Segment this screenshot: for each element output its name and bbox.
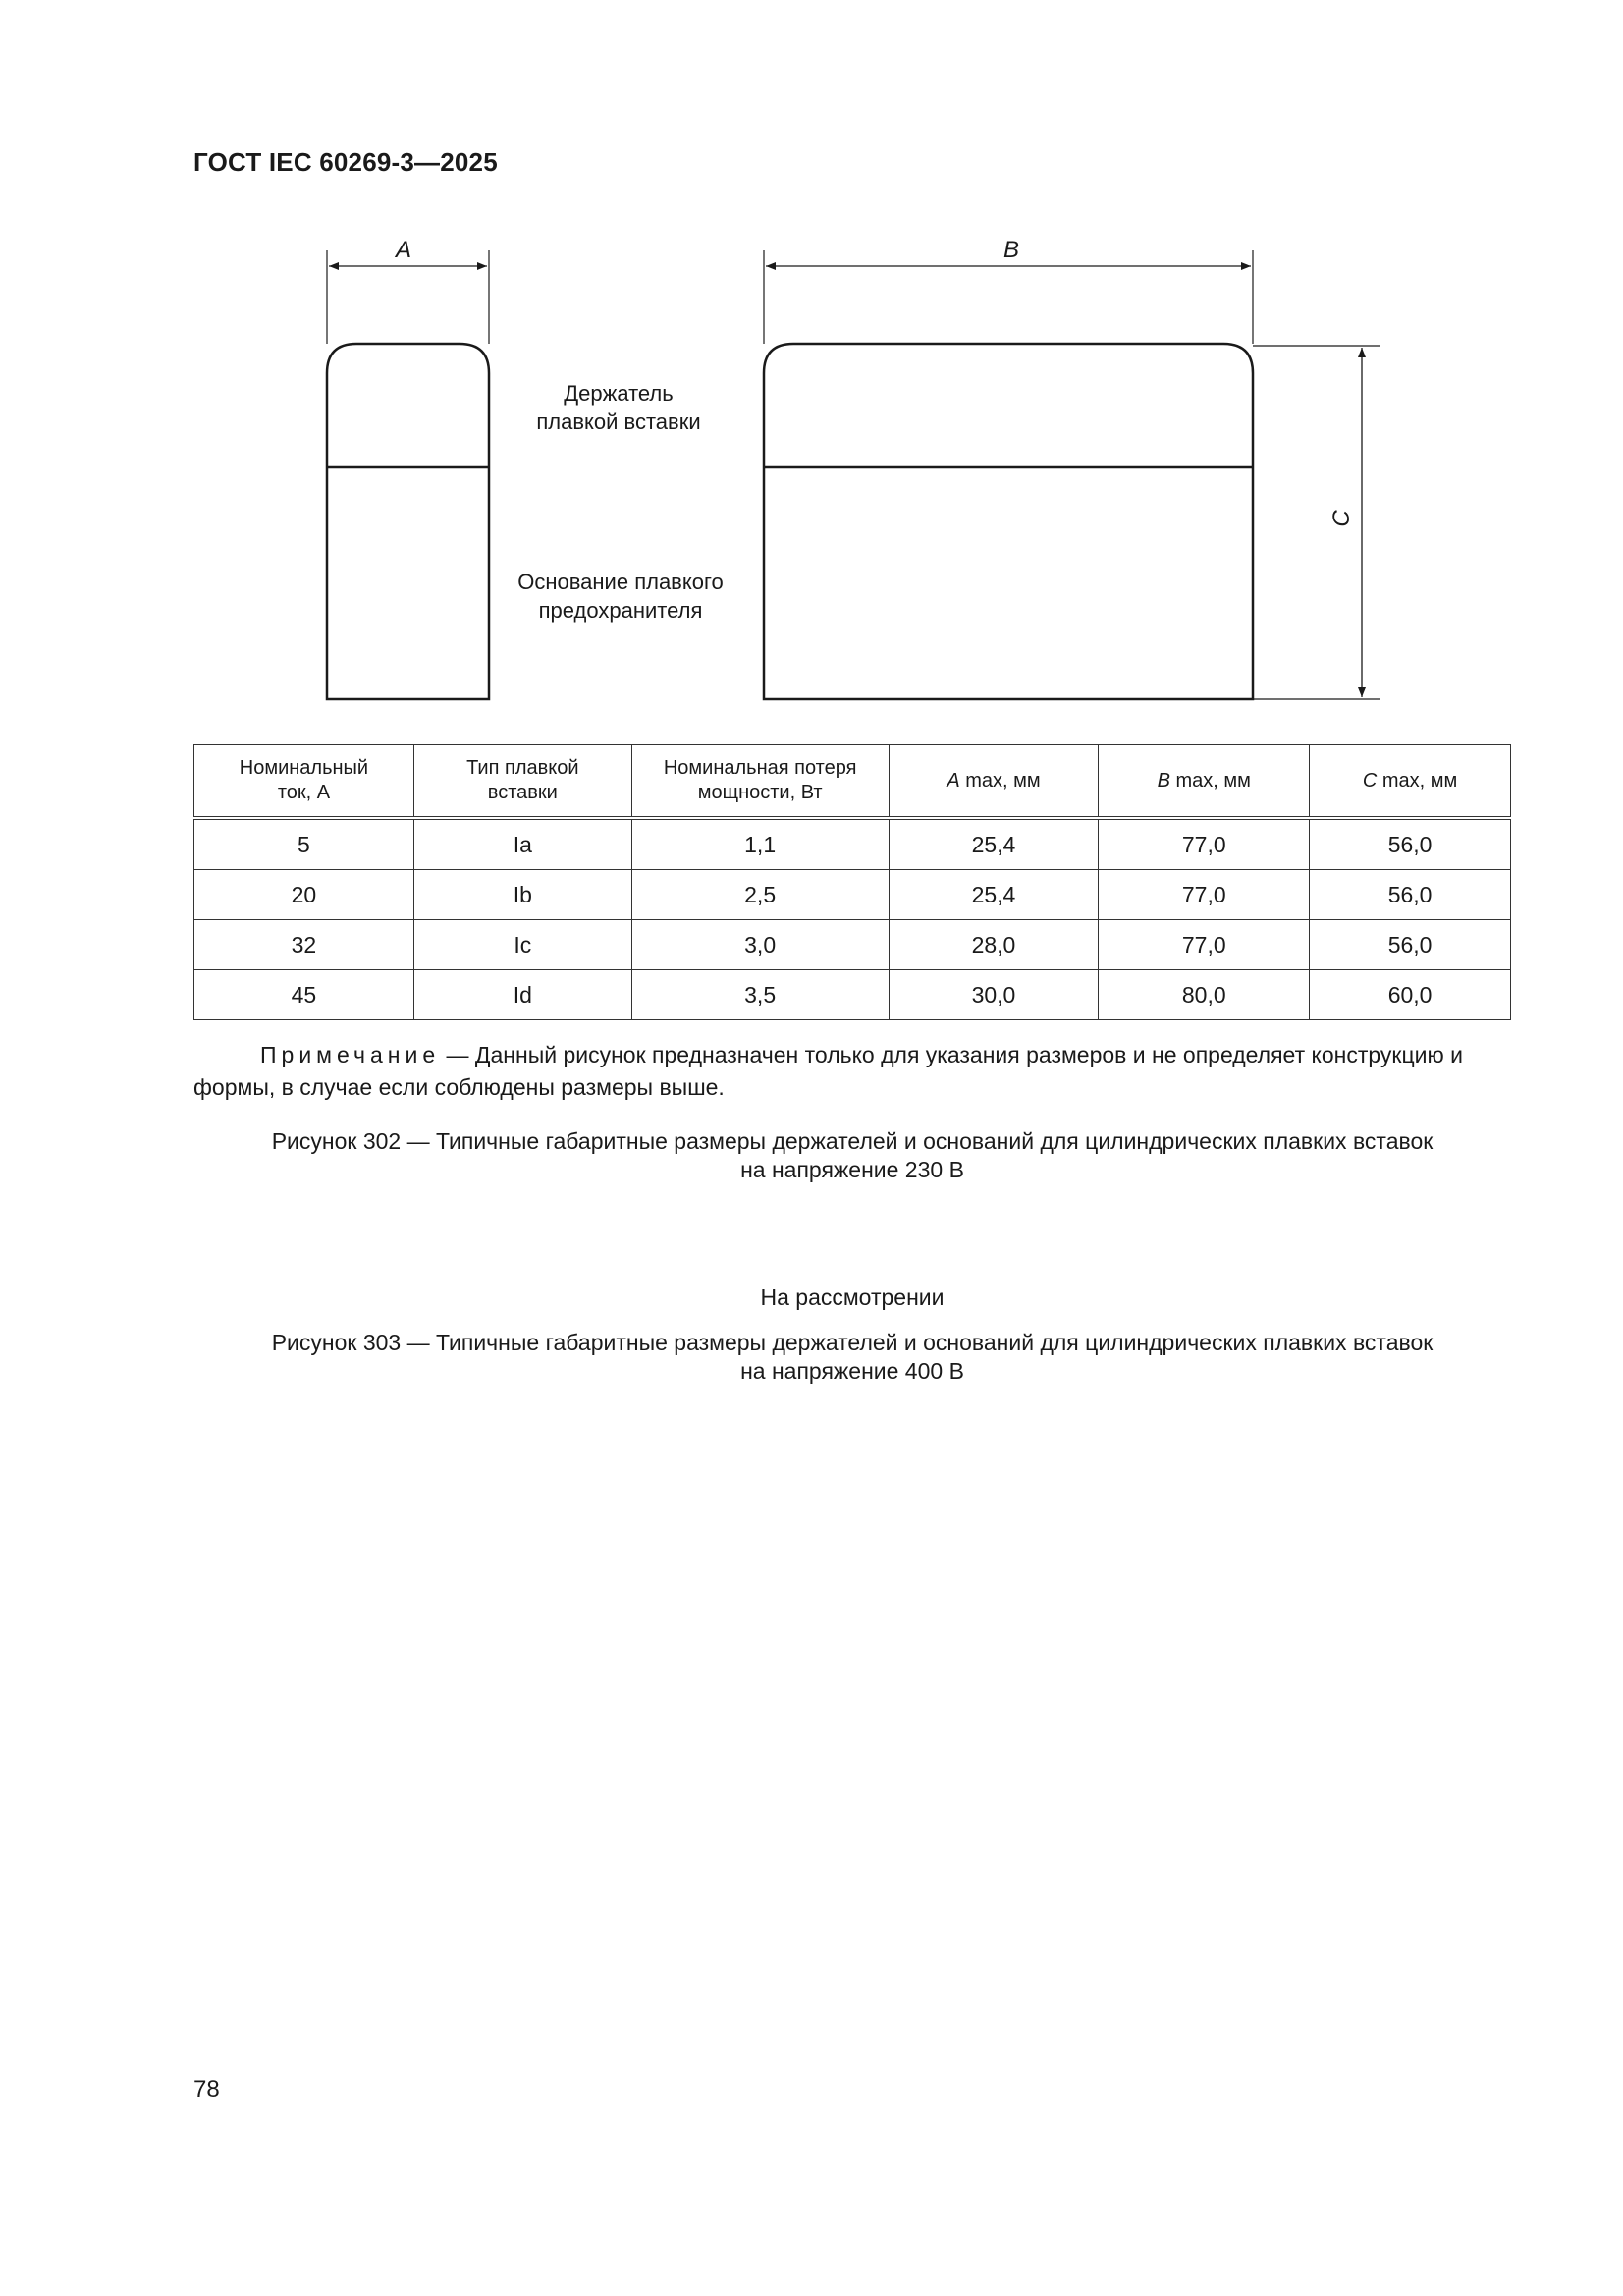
table-row	[194, 870, 1511, 920]
base-label-line1: Основание плавкого	[517, 570, 724, 594]
table-header-row	[194, 745, 1511, 819]
holder-label-line2: плавкой вставки	[536, 410, 701, 434]
caption-line: Рисунок 303 — Типичные габаритные размеры держателей и оснований для цилиндрических плавких вставок	[271, 1330, 1434, 1355]
table-cell: 1,1	[631, 818, 889, 870]
header-power-loss: Номинальная потеря мощности, Вт	[631, 745, 889, 819]
large-fuse-outline	[764, 344, 1253, 699]
table-cell: 77,0	[1099, 818, 1310, 870]
table-cell: 80,0	[1099, 970, 1310, 1020]
table-cell: 45	[194, 970, 414, 1020]
caption-line: на напряжение 400 В	[740, 1358, 964, 1384]
table-row	[194, 818, 1511, 870]
note-text: — Данный рисунок предназначен только для указания размеров и не определяет конструкцию и формы, в случае если соблюдены размеры выше.	[193, 1042, 1463, 1100]
table-row	[194, 970, 1511, 1020]
table-cell: 20	[194, 870, 414, 920]
page-number: 78	[193, 2076, 220, 2103]
table-cell: 56,0	[1310, 870, 1511, 920]
table-cell: 32	[194, 920, 414, 970]
table-cell: 77,0	[1099, 920, 1310, 970]
table-cell: 25,4	[889, 818, 1099, 870]
figure-303-caption	[193, 1329, 1511, 1386]
caption-line: Рисунок 302 — Типичные габаритные размеры держателей и оснований для цилиндрических плавких вставок	[271, 1128, 1434, 1154]
figure-303-status: На рассмотрении	[760, 1285, 945, 1310]
table-cell: 28,0	[889, 920, 1099, 970]
header-rated-current: Номинальный ток, А	[194, 745, 414, 819]
figure-302-caption	[193, 1127, 1511, 1184]
note-label: Примечание	[260, 1042, 441, 1067]
table-cell: 56,0	[1310, 818, 1511, 870]
fuse-dimensions-table	[193, 744, 1511, 1020]
base-label-line2: предохранителя	[538, 598, 703, 623]
header-fuse-link-type: Тип плавкой вставки	[413, 745, 631, 819]
table-cell: Ic	[413, 920, 631, 970]
table-cell: Id	[413, 970, 631, 1020]
header-a-max: A max, мм	[889, 745, 1099, 819]
small-fuse-outline	[327, 344, 489, 699]
table-cell: 2,5	[631, 870, 889, 920]
figure-note	[193, 1039, 1511, 1104]
table-cell: 25,4	[889, 870, 1099, 920]
caption-line: на напряжение 230 В	[740, 1157, 964, 1182]
figure-302-drawing	[0, 216, 1623, 727]
table-cell: 5	[194, 818, 414, 870]
table-cell: 56,0	[1310, 920, 1511, 970]
table-cell: 60,0	[1310, 970, 1511, 1020]
table-row	[194, 920, 1511, 970]
header-b-max: B max, мм	[1099, 745, 1310, 819]
table-cell: Ia	[413, 818, 631, 870]
header-c-max: C max, мм	[1310, 745, 1511, 819]
document-header: ГОСТ IEC 60269-3—2025	[193, 147, 498, 177]
table-cell: 3,5	[631, 970, 889, 1020]
table-cell: Ib	[413, 870, 631, 920]
table-cell: 30,0	[889, 970, 1099, 1020]
table-cell: 77,0	[1099, 870, 1310, 920]
holder-label-line1: Держатель	[564, 381, 674, 406]
dim-a-label: A	[395, 237, 412, 263]
table-cell: 3,0	[631, 920, 889, 970]
dim-c-label: C	[1328, 510, 1355, 527]
dim-b-label: B	[1002, 237, 1020, 263]
